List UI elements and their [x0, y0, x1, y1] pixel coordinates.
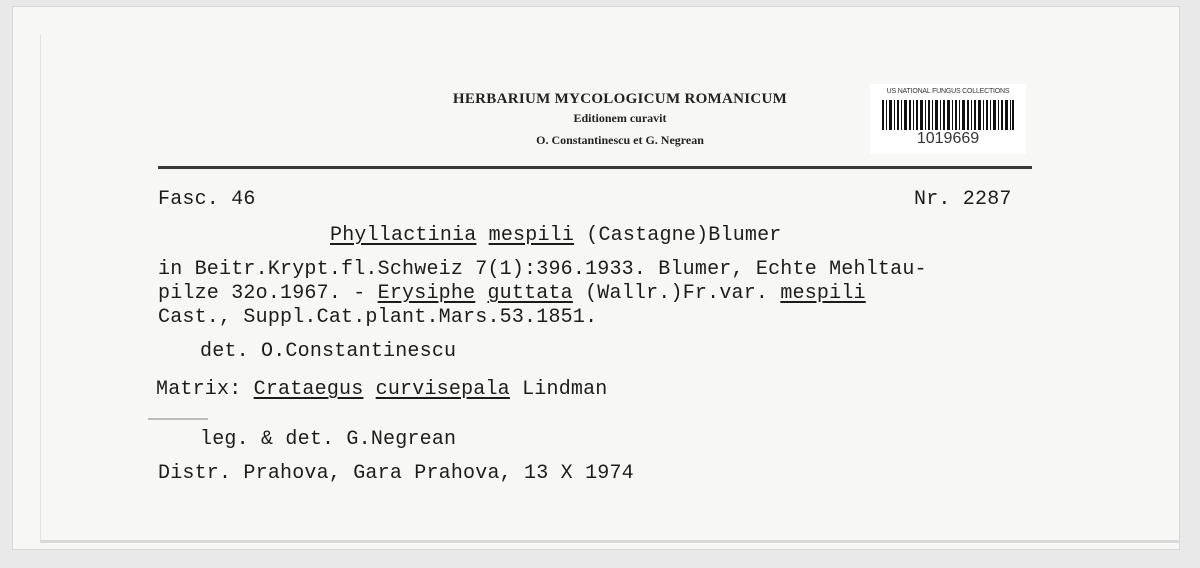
reference-line-3: Cast., Suppl.Cat.plant.Mars.53.1851. — [158, 306, 598, 329]
taxon-name — [330, 224, 782, 247]
matrix-label: Matrix: — [156, 378, 242, 401]
edition-note: Editionem curavit — [573, 111, 667, 125]
determiner: det. O.Constantinescu — [200, 340, 457, 363]
taxon-genus: Phyllactinia — [330, 224, 477, 247]
fascicle-number: Fasc. 46 — [158, 188, 256, 211]
herbarium-title: HERBARIUM MYCOLOGICUM ROMANICUM — [452, 91, 788, 107]
reference-line-1: in Beitr.Krypt.fl.Schweiz 7(1):396.1933. Blumer, Echte Mehltau- — [158, 258, 927, 281]
header-divider — [158, 166, 1032, 169]
reference-line-2-prefix: pilze 32o.1967. - — [158, 282, 378, 305]
barcode-icon — [882, 100, 1014, 130]
locality: Distr. Prahova, Gara Prahova, 13 X 1974 — [158, 462, 634, 485]
barcode-sticker — [870, 84, 1026, 154]
label-header — [400, 90, 840, 152]
matrix-authority: Lindman — [522, 378, 608, 401]
specimen-number: Nr. 2287 — [914, 188, 1012, 211]
editors: O. Constantinescu et G. Negrean — [536, 133, 704, 147]
synonym-epithet: guttata — [487, 282, 573, 305]
label-shadow — [40, 540, 1180, 543]
taxon-authority: (Castagne)Blumer — [586, 224, 782, 247]
collector: leg. & det. G.Negrean — [200, 428, 457, 451]
separator-mark — [148, 418, 208, 420]
barcode-institution: US NATIONAL FUNGUS COLLECTIONS — [886, 88, 1010, 95]
matrix-epithet: curvisepala — [375, 378, 510, 401]
reference-line-2 — [158, 282, 866, 305]
barcode-number: 1019669 — [916, 130, 980, 147]
synonym-genus: Erysiphe — [377, 282, 476, 305]
synonym-authority: (Wallr.)Fr.var. — [572, 282, 781, 305]
matrix-genus: Crataegus — [253, 378, 364, 401]
taxon-epithet: mespili — [488, 224, 575, 247]
synonym-variety: mespili — [780, 282, 866, 305]
matrix-line — [156, 378, 608, 401]
